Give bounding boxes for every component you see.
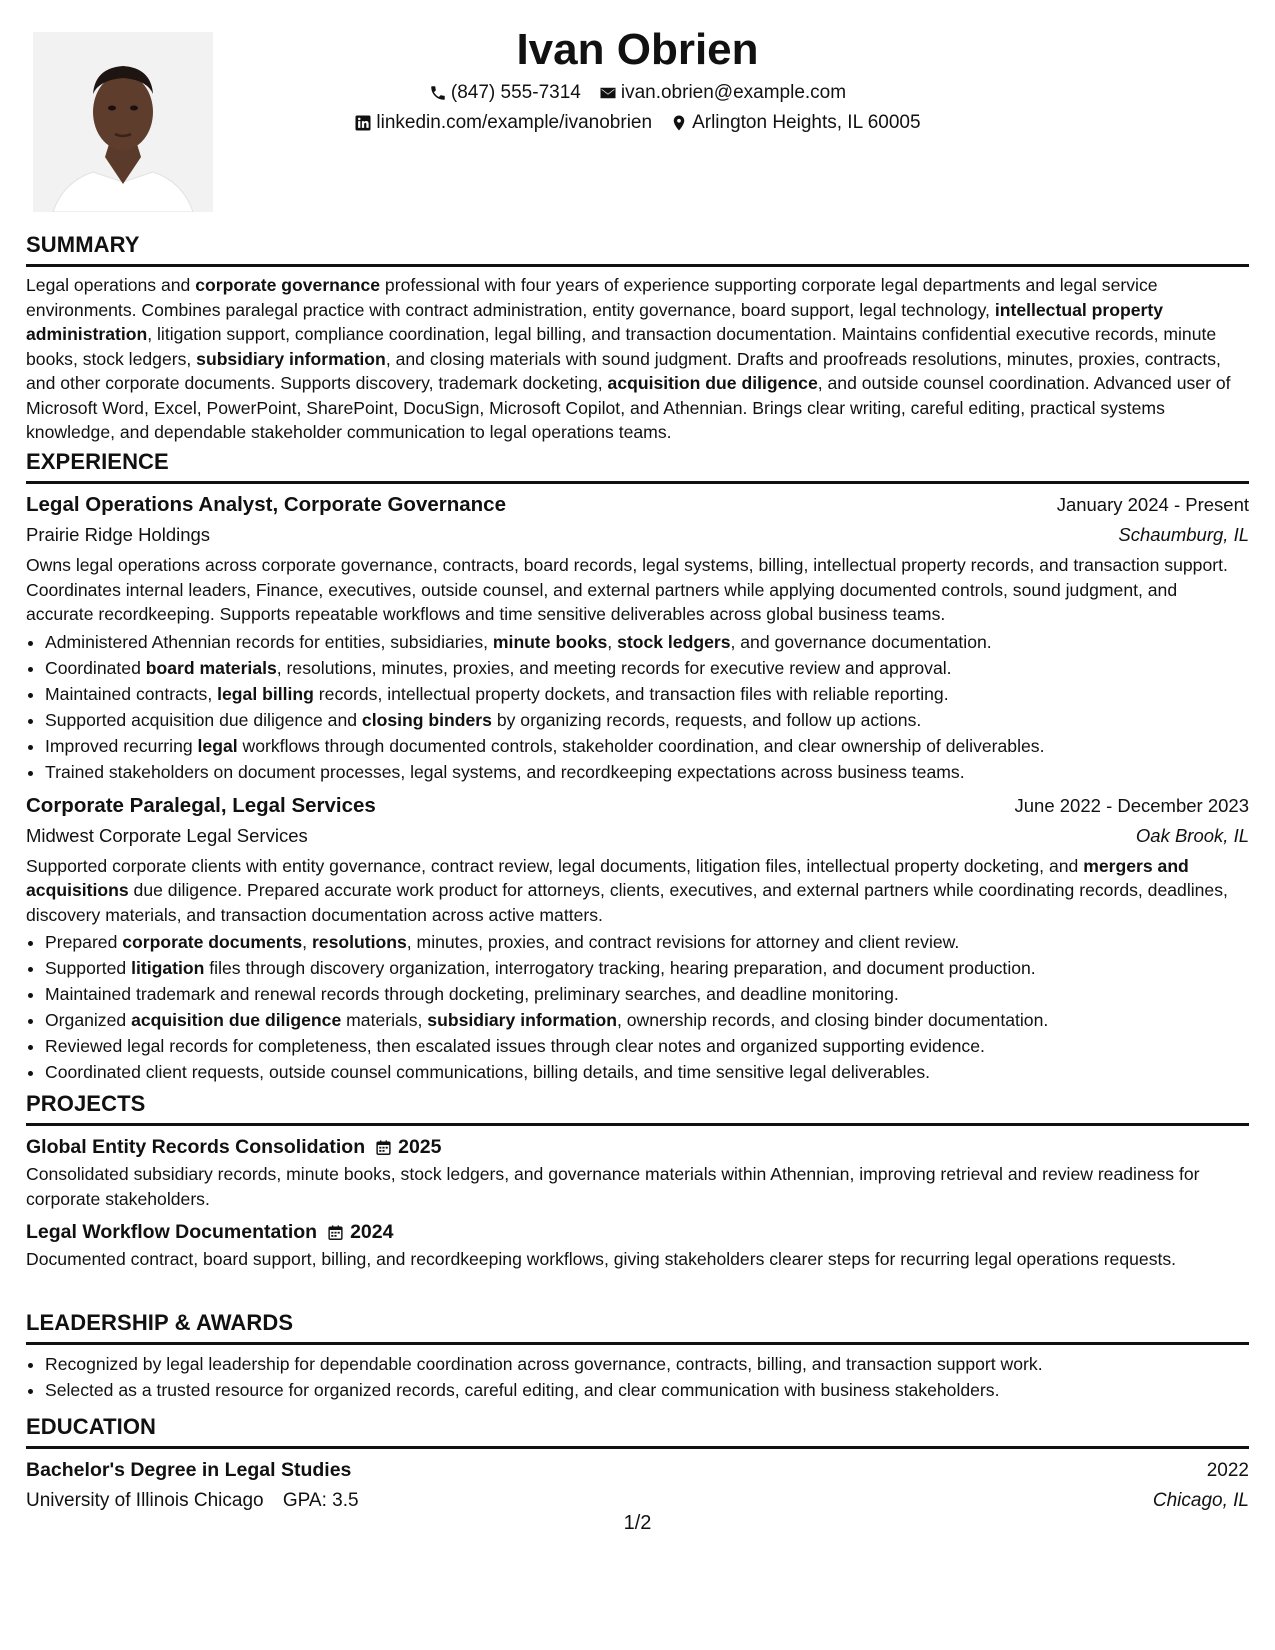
job-bullet — [45, 981, 1249, 1007]
bold-keyword: corporate governance — [195, 275, 381, 295]
text-run: , ownership records, and closing binder documentation. — [616, 1010, 1049, 1030]
bold-keyword: board materials — [145, 657, 277, 678]
bold-keyword: acquisition due diligence — [131, 1010, 342, 1030]
contact-row-secondary — [230, 108, 1045, 138]
job-description — [26, 854, 1249, 928]
map-pin-icon — [670, 114, 688, 132]
bold-keyword: stock ledgers — [617, 631, 731, 652]
text-run: , and closing materials with sound judgment. Drafts and proofreads resolutions, minutes, proxies, contracts, and other corporate documents. Supports discovery, trademark docketing, — [26, 348, 1221, 393]
linkedin-icon — [354, 114, 372, 132]
job-location: Oak Brook, IL — [1135, 824, 1249, 846]
email-address[interactable]: ivan.obrien@example.com — [620, 82, 847, 103]
project-year — [327, 1219, 393, 1245]
bold-keyword: litigation — [131, 958, 205, 978]
text-run: Legal operations and — [26, 275, 196, 295]
text-run: Supported corporate clients with entity governance, contract review, legal documents, litigation files, intellectual property docketing, and — [26, 855, 1084, 876]
bold-keyword: corporate documents — [122, 932, 303, 952]
resume-header — [230, 22, 1045, 138]
linkedin-contact[interactable] — [354, 108, 652, 138]
email-contact[interactable] — [599, 78, 846, 108]
text-run: , and outside counsel coordination. Advanced user of Microsoft Word, Excel, PowerPoint, SharePoint, DocuSign, Microsoft Copilot, and Athennian. Brings clear writing, careful editing, practical systems knowledge, and dependable stakeholder communication to legal operations teams. — [26, 373, 1231, 442]
awards-section — [26, 1310, 1249, 1403]
bold-keyword: resolutions — [311, 932, 407, 952]
summary-section — [26, 232, 1249, 445]
award-item: • Recognized by legal leadership for dependable coordination across governance, contracts, billing, and transaction support work. — [45, 1351, 1249, 1377]
home-location: Arlington Heights, IL 60005 — [692, 112, 921, 133]
text-run: Owns legal operations across corporate governance, contracts, board records, legal systems, billing, intellectual property records, and transaction support. Coordinates internal leaders, Finance, executives, outside counsel, and external partners while applying documented controls, sound judgment, and accurate recordkeeping. Supports repeatable workflows and time sensitive deliverables across global business teams. — [26, 555, 1228, 624]
text-run: materials, — [341, 1010, 428, 1030]
text-run: Trained stakeholders on document processes, legal systems, and recordkeeping expectations across business teams. — [45, 761, 965, 782]
job-bullet — [45, 929, 1249, 955]
job-location: Schaumburg, IL — [1118, 524, 1249, 545]
degree-name: Bachelor's Degree in Legal Studies — [26, 1459, 352, 1481]
text-run: , litigation support, compliance coordination, legal billing, and transaction documentation. Maintains confidential executive records, minute books, stock ledgers, — [26, 324, 1217, 369]
awards-list — [26, 1351, 1249, 1403]
job-bullet — [45, 1033, 1249, 1059]
section-title-experience: EXPERIENCE — [26, 449, 1249, 484]
experience-section — [26, 449, 1249, 1085]
bold-keyword: acquisition due diligence — [607, 373, 818, 393]
project-title: Global Entity Records Consolidation — [26, 1136, 366, 1158]
job-bullet — [45, 1007, 1249, 1033]
bold-keyword: closing binders — [361, 709, 492, 730]
job-bullet-list — [26, 629, 1249, 785]
text-run: , — [607, 631, 618, 652]
bold-keyword: mergers and acquisitions — [26, 855, 1189, 900]
job-dates: June 2022 - December 2023 — [1014, 794, 1249, 816]
text-run: Maintained contracts, — [45, 683, 218, 704]
project-title: Legal Workflow Documentation — [26, 1221, 318, 1243]
section-title-education: EDUCATION — [26, 1414, 1249, 1449]
phone-contact — [429, 78, 581, 108]
job-dates: January 2024 - Present — [1056, 494, 1249, 515]
phone-number: (847) 555-7314 — [450, 82, 581, 103]
school-name: University of Illinois Chicago — [26, 1490, 264, 1511]
job-bullet — [45, 707, 1249, 733]
text-run: professional with four years of experience supporting corporate legal departments and legal service environments. Combines paralegal practice with contract administration, entity governance, board support, legal technology, — [26, 275, 1158, 320]
location-contact — [670, 108, 921, 138]
project-description: Documented contract, board support, billing, and recordkeeping workflows, giving stakeholders clearer steps for recurring legal operations requests. — [26, 1249, 1177, 1269]
job-title: Corporate Paralegal, Legal Services — [26, 793, 376, 817]
project-year-text: 2024 — [350, 1221, 394, 1243]
bold-keyword: subsidiary information — [196, 348, 386, 369]
bold-keyword: minute books — [492, 631, 608, 652]
phone-icon — [429, 84, 447, 102]
text-run: Organized — [45, 1010, 132, 1030]
envelope-icon — [599, 84, 617, 102]
text-run: , minutes, proxies, and contract revisions for attorney and client review. — [406, 932, 960, 952]
bold-keyword: legal — [197, 735, 238, 756]
text-run: by organizing records, requests, and follow up actions. — [491, 709, 922, 730]
text-run: Coordinated client requests, outside counsel communications, billing details, and time sensitive legal deliverables. — [45, 1062, 931, 1082]
calendar-icon — [375, 1139, 392, 1156]
job-bullet — [45, 955, 1249, 981]
job-entry — [26, 490, 1249, 785]
bold-keyword: subsidiary information — [427, 1010, 617, 1030]
section-title-summary: SUMMARY — [26, 232, 1249, 267]
project-year-text: 2025 — [398, 1136, 442, 1158]
page-number: 1/2 — [623, 1512, 652, 1534]
text-run: workflows through documented controls, stakeholder coordination, and clear ownership of deliverables. — [237, 735, 1045, 756]
section-title-awards: LEADERSHIP & AWARDS — [26, 1310, 1249, 1345]
text-run: Supported acquisition due diligence and — [45, 709, 362, 730]
text-run: records, intellectual property dockets, and transaction files with reliable reporting. — [313, 683, 949, 704]
gpa: GPA: 3.5 — [282, 1490, 359, 1511]
text-run: files through discovery organization, interrogatory tracking, hearing preparation, and document production. — [204, 958, 1036, 978]
bold-keyword: intellectual property administration — [26, 299, 1163, 344]
calendar-icon — [327, 1224, 344, 1241]
text-run: due diligence. Prepared accurate work product for attorneys, clients, executives, and external partners while coordinating records, deadlines, discovery materials, and transaction documentation across active matters. — [26, 880, 1228, 925]
candidate-name: Ivan Obrien — [516, 25, 759, 74]
projects-section — [26, 1091, 1249, 1272]
text-run: Reviewed legal records for completeness, then escalated issues through clear notes and organized supporting evidence. — [45, 1036, 985, 1056]
job-entry — [26, 791, 1249, 1086]
education-section — [26, 1414, 1249, 1516]
project-year — [375, 1134, 441, 1160]
text-run: Prepared — [45, 932, 123, 952]
project-entry — [26, 1219, 1249, 1272]
contact-row-primary — [230, 78, 1045, 108]
job-bullet — [45, 681, 1249, 707]
summary-text — [26, 273, 1249, 445]
job-bullet — [45, 759, 1249, 785]
text-run: Improved recurring — [45, 735, 198, 756]
job-bullet — [45, 629, 1249, 655]
text-run: Coordinated — [45, 657, 146, 678]
job-title: Legal Operations Analyst, Corporate Governance — [26, 493, 506, 516]
text-run: Maintained trademark and renewal records through docketing, preliminary searches, and deadline monitoring. — [45, 984, 899, 1004]
job-bullet — [45, 733, 1249, 759]
text-run: Supported — [45, 958, 132, 978]
job-bullet — [45, 655, 1249, 681]
text-run: , and governance documentation. — [730, 631, 992, 652]
bold-keyword: legal billing — [217, 683, 314, 704]
section-title-projects: PROJECTS — [26, 1091, 1249, 1126]
school-location: Chicago, IL — [1152, 1490, 1249, 1511]
company-name: Prairie Ridge Holdings — [26, 524, 211, 545]
company-name: Midwest Corporate Legal Services — [26, 824, 308, 846]
project-entry — [26, 1134, 1249, 1211]
award-item: • Selected as a trusted resource for organized records, careful editing, and clear communication with business stakeholders. — [45, 1377, 1249, 1403]
job-bullet-list — [26, 929, 1249, 1085]
project-description: Consolidated subsidiary records, minute books, stock ledgers, and governance materials within Athennian, improving retrieval and review readiness for corporate stakeholders. — [26, 1164, 1200, 1209]
job-description — [26, 553, 1249, 627]
linkedin-url[interactable]: linkedin.com/example/ivanobrien — [376, 112, 653, 133]
profile-photo — [33, 32, 213, 212]
text-run: , resolutions, minutes, proxies, and meeting records for executive review and approval. — [276, 657, 952, 678]
job-bullet — [45, 1059, 1249, 1085]
text-run: Administered Athennian records for entities, subsidiaries, — [45, 631, 493, 652]
graduation-year: 2022 — [1206, 1460, 1249, 1481]
text-run: , — [302, 932, 312, 952]
